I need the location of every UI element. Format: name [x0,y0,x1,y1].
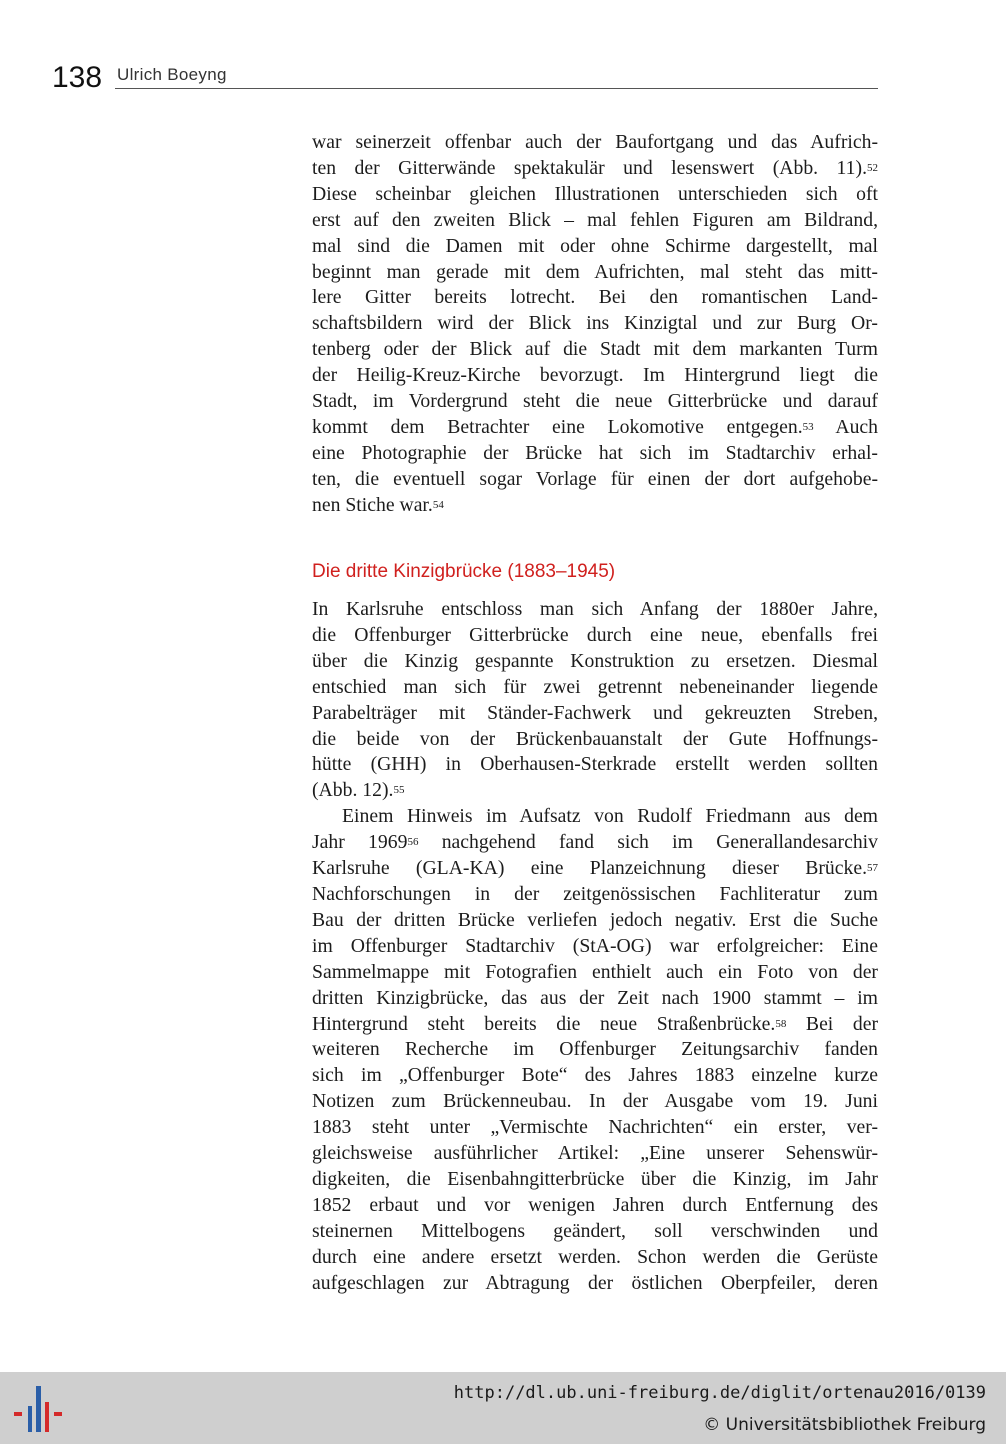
footnote-ref[interactable]: 56 [407,836,419,849]
text-line: im Offenburger Stadtarchiv (StA-OG) war erfolgreicher: Eine [312,934,878,957]
text-line: 1852 erbaut und vor wenigen Jahren durch Entfernung des [312,1193,878,1216]
body-text-block-1 [312,130,878,519]
footnote-ref[interactable]: 53 [802,420,814,433]
ub-freiburg-logo-icon [14,1384,64,1434]
text-line: Karlsruhe (GLA-KA) eine Planzeichnung dieser Brücke.$^{57}$ [312,857,878,880]
text-line: nen Stiche war.$^{54}$ [312,493,444,516]
text-line: (Abb. 12).$^{55}$ [312,779,405,802]
text-line: Stadt, im Vordergrund steht die neue Gitterbrücke und darauf [312,390,878,413]
text-line: Sammelmappe mit Fotografien enthielt auch ein Foto von der [312,960,878,983]
text-line: Parabelträger mit Ständer-Fachwerk und gekreuzten Streben, [312,701,878,724]
text-line: war seinerzeit offenbar auch der Baufortgang und das Aufrich- [312,131,878,153]
footer-url-link[interactable]: http://dl.ub.uni-freiburg.de/diglit/ortenau2016/0139 [453,1383,986,1403]
text-line: Diese scheinbar gleichen Illustrationen unterschieden sich oft [312,182,878,205]
text-line: die Offenburger Gitterbrücke durch eine neue, ebenfalls frei [312,623,878,646]
text-line: schaftsbildern wird der Blick ins Kinzigtal und zur Burg Or- [312,312,878,335]
body-text-block-2 [312,597,878,1296]
text-line: der Heilig-Kreuz-Kirche bevorzugt. Im Hintergrund liegt die [312,364,878,387]
text-line: In Karlsruhe entschloss man sich Anfang der 1880er Jahre, [312,598,878,620]
text-line: hütte (GHH) in Oberhausen-Sterkrade erstellt werden sollten [312,753,878,776]
text-line: durch eine andere ersetzt werden. Schon werden die Gerüste [312,1245,878,1268]
text-line: gleichsweise ausführlicher Artikel: „Eine unserer Sehenswür- [312,1142,878,1165]
text-line: erst auf den zweiten Blick – mal fehlen Figuren am Bildrand, [312,208,878,231]
text-line: lere Gitter bereits lotrecht. Bei den romantischen Land- [312,286,878,309]
text-line: Hintergrund steht bereits die neue Straßenbrücke.$^{58}$ Bei der [312,1012,879,1035]
text-line: entschied man sich für zwei getrennt nebeneinander liegende [312,675,878,698]
text-line: steinernen Mittelbogens geändert, soll verschwinden und [312,1219,878,1242]
text-line: mal sind die Damen mit oder ohne Schirme dargestellt, mal [312,234,878,257]
text-line: Einem Hinweis im Aufsatz von Rudolf Friedmann aus dem [342,805,878,828]
text-line: Notizen zum Brückenneubau. In der Ausgabe vom 19. Juni [312,1090,878,1113]
text-line: sich im „Offenburger Bote“ des Jahres 1883 einzelne kurze [312,1064,878,1087]
text-line: digkeiten, die Eisenbahngitterbrücke über die Kinzig, im Jahr [312,1167,878,1190]
header-rule [115,88,878,89]
text-line: eine Photographie der Brücke hat sich im Stadtarchiv erhal- [312,441,878,464]
text-line: Nachforschungen in der zeitgenössischen Fachliteratur zum [312,882,878,905]
text-line: kommt dem Betrachter eine Lokomotive entgegen.$^{53}$ Auch [312,415,878,438]
text-line: 1883 steht unter „Vermischte Nachrichten“ ein erster, ver- [312,1116,878,1139]
footnote-ref[interactable]: 54 [432,498,444,511]
text-line: ten, die eventuell sogar Vorlage für einen der dort aufgehobe- [312,467,878,490]
text-line: dritten Kinzigbrücke, das aus der Zeit nach 1900 stammt – im [312,986,878,1009]
section-heading: Die dritte Kinzigbrücke (1883–1945) [312,561,616,582]
footnote-ref[interactable]: 58 [775,1017,787,1030]
text-line: die beide von der Brückenbauanstalt der Gute Hoffnungs- [312,727,878,750]
text-line: ten der Gitterwände spektakulär und lesenswert (Abb. 11).$^{52}$ [312,156,878,179]
footnote-ref[interactable]: 52 [867,161,878,174]
text-line: weiteren Recherche im Offenburger Zeitungsarchiv fanden [312,1038,878,1061]
text-line: aufgeschlagen zur Abtragung der östlichen Oberpfeiler, deren [312,1271,878,1294]
running-head-author: Ulrich Boeyng [117,65,227,84]
footnote-ref[interactable]: 55 [393,784,405,797]
text-line: über die Kinzig gespannte Konstruktion zu ersetzen. Diesmal [312,649,878,672]
footer-bar [0,1372,1006,1444]
text-line: Bau der dritten Brücke verliefen jedoch negativ. Erst die Suche [312,908,878,931]
footnote-ref[interactable]: 57 [867,862,878,875]
text-line: Jahr 1969$^{56}$ nachgehend fand sich im Generallandesarchiv [312,831,878,854]
text-line: beginnt man gerade mit dem Aufrichten, mal steht das mitt- [312,260,878,283]
page-header [0,0,1006,100]
page-number: 138 [52,61,103,94]
footer-copyright: © Universitätsbibliothek Freiburg [703,1415,986,1435]
text-line: tenberg oder der Blick auf die Stadt mit dem markanten Turm [312,338,878,361]
